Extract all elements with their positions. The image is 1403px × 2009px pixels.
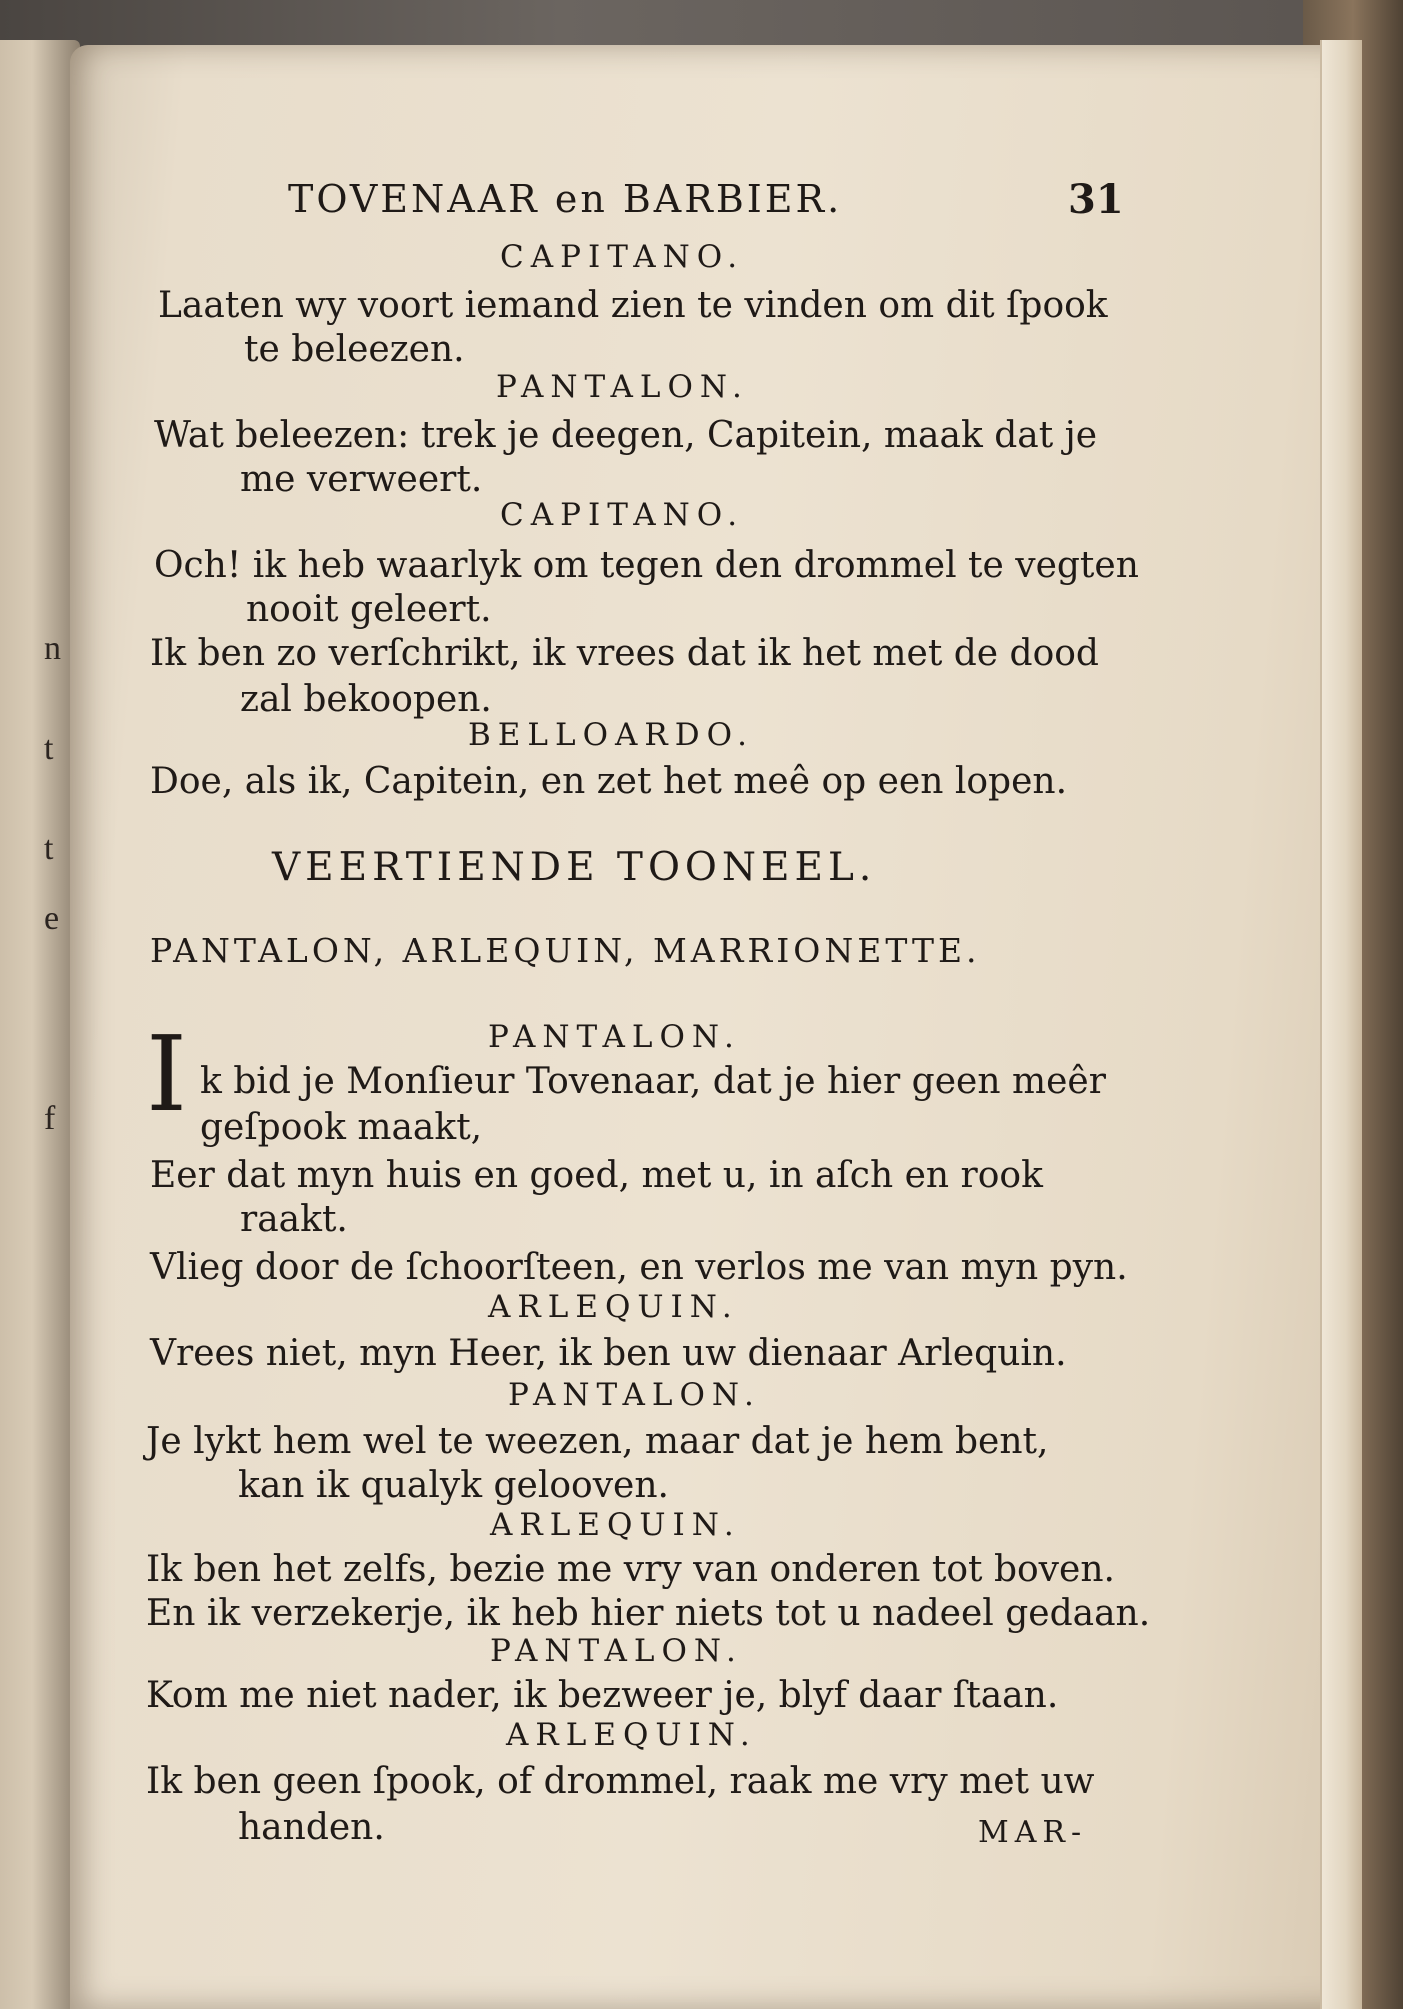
verse-line: geſpook maakt,: [200, 1107, 483, 1148]
drop-cap: I: [146, 1013, 188, 1135]
verse-line: Eer dat myn huis en goed, met u, in aſch en rook: [150, 1155, 1043, 1196]
speaker-name: ARLEQUIN.: [506, 1717, 757, 1753]
verse-line: k bid je Monſieur Tovenaar, dat je hier geen meêr: [200, 1061, 1106, 1102]
verse-line: Vlieg door de ſchoorſteen, en verlos me van myn pyn.: [150, 1247, 1128, 1288]
verse-line: Ik ben zo verſchrikt, ik vrees dat ik het met de dood: [150, 633, 1099, 674]
left-page-fragment: n: [44, 630, 61, 667]
running-head: TOVENAAR en BARBIER.: [288, 177, 843, 221]
speaker-name: ARLEQUIN.: [490, 1507, 741, 1543]
speaker-name: PANTALON.: [508, 1377, 761, 1413]
verse-line: kan ik qualyk gelooven.: [238, 1465, 669, 1506]
verse-line: me verweert.: [240, 459, 483, 500]
cast-list: PANTALON, ARLEQUIN, MARRIONETTE.: [150, 931, 981, 970]
scene-title: VEERTIENDE TOONEEL.: [272, 845, 877, 890]
verse-line: raakt.: [240, 1199, 348, 1240]
left-page-fragment: t: [44, 830, 54, 867]
page-number: 31: [1068, 176, 1124, 223]
speaker-name: BELLOARDO.: [468, 717, 755, 753]
verse-line: zal bekoopen.: [240, 679, 492, 720]
verse-line: Laaten wy voort iemand zien te vinden om dit ſpook: [158, 285, 1108, 326]
catchword: MAR-: [978, 1815, 1088, 1850]
verse-line: En ik verzekerje, ik heb hier niets tot u nadeel gedaan.: [146, 1593, 1151, 1634]
verse-line: Och! ik heb waarlyk om tegen den drommel te vegten: [154, 545, 1139, 586]
speaker-name: PANTALON.: [490, 1633, 743, 1669]
verse-line: handen.: [238, 1807, 385, 1848]
verse-line: nooit geleert.: [246, 589, 492, 630]
verse-line: Ik ben geen ſpook, of drommel, raak me vry met uw: [146, 1761, 1095, 1802]
speaker-name: PANTALON.: [488, 1019, 741, 1055]
verse-line: Je lykt hem wel te weezen, maar dat je hem bent,: [146, 1421, 1049, 1462]
verse-line: Vrees niet, myn Heer, ik ben uw dienaar Arlequin.: [150, 1333, 1067, 1374]
verse-line: Kom me niet nader, ik bezweer je, blyf daar ſtaan.: [146, 1675, 1059, 1716]
verse-line: Wat beleezen: trek je deegen, Capitein, maak dat je: [154, 415, 1098, 456]
left-page-fragment: t: [44, 730, 54, 767]
left-page-fragment: e: [44, 900, 60, 937]
left-page-fragment: f: [44, 1100, 56, 1137]
verse-line: Ik ben het zelfs, bezie me vry van onderen tot boven.: [146, 1549, 1115, 1590]
speaker-name: CAPITANO.: [500, 239, 745, 275]
speaker-name: PANTALON.: [496, 369, 749, 405]
speaker-name: ARLEQUIN.: [488, 1289, 739, 1325]
speaker-name: CAPITANO.: [500, 497, 745, 533]
verse-line: Doe, als ik, Capitein, en zet het meê op een lopen.: [150, 761, 1068, 802]
verse-line: te beleezen.: [244, 329, 465, 370]
